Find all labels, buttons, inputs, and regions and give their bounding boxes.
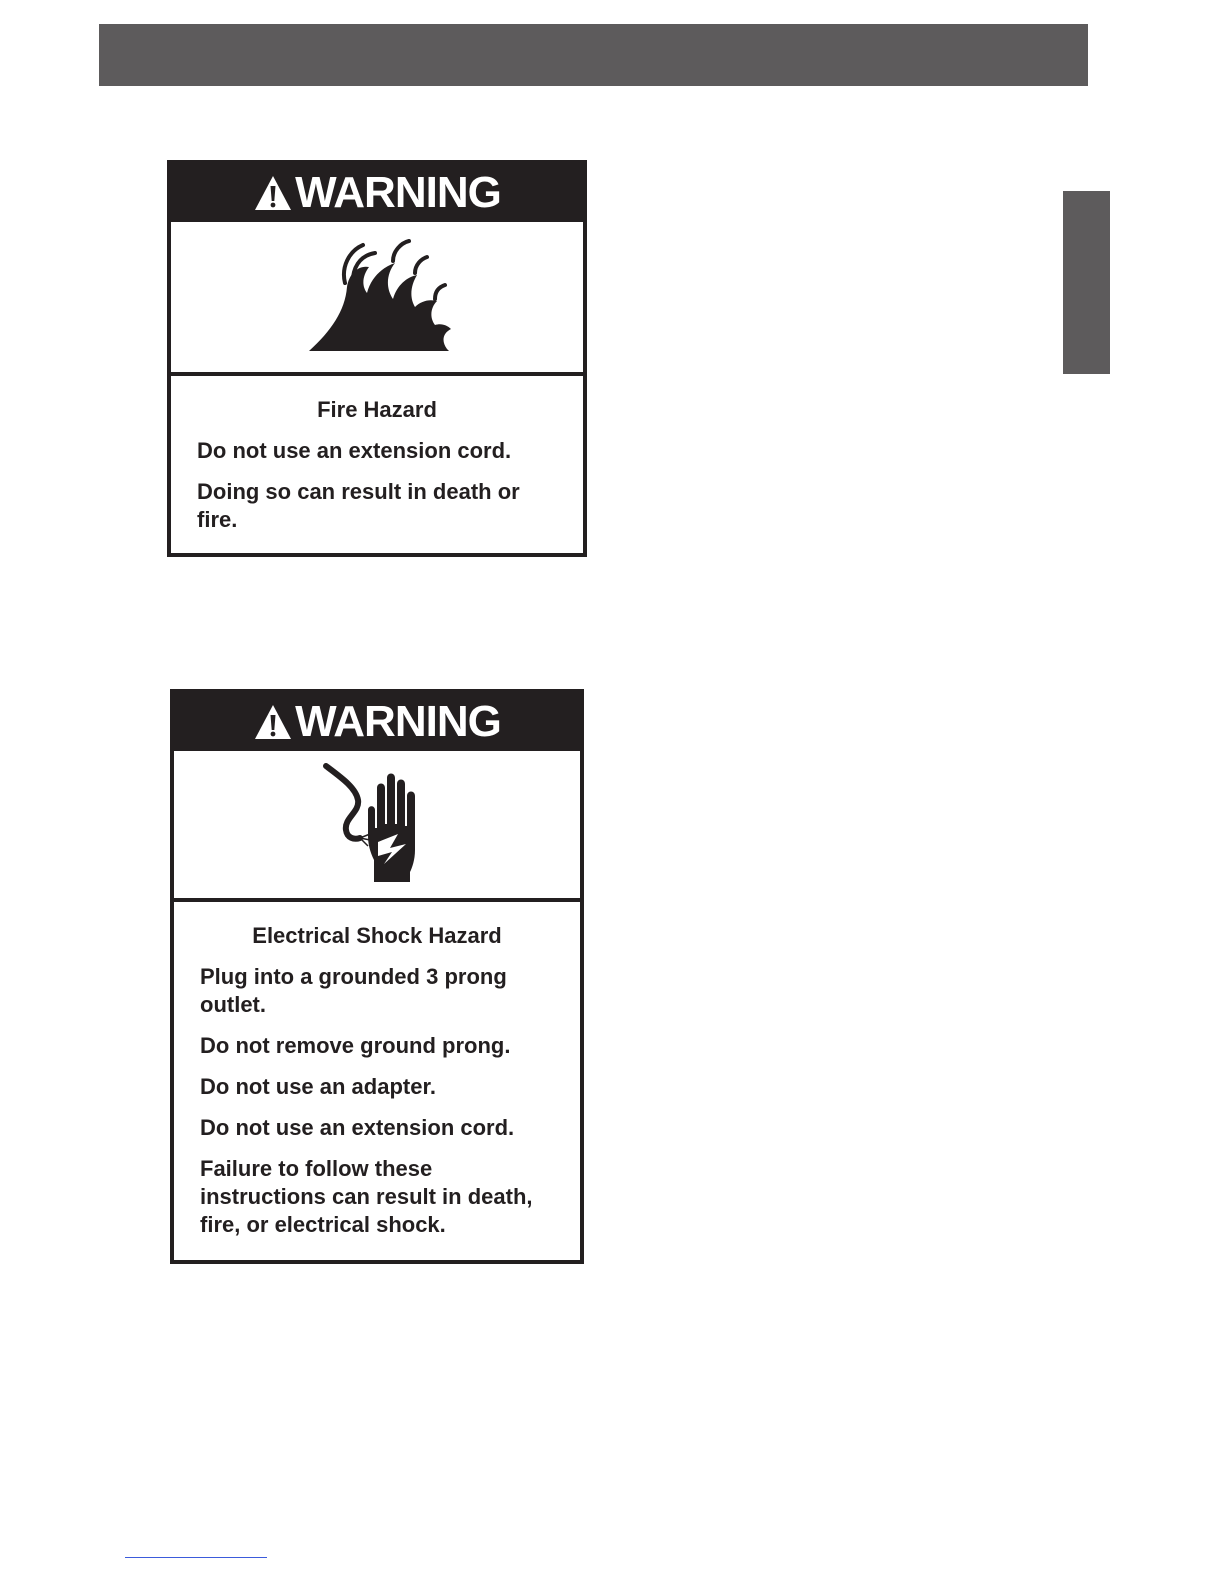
hazard-line: Do not use an extension cord.	[200, 1114, 515, 1140]
hazard-line: Plug into a grounded 3 prong outlet.	[200, 963, 507, 1017]
fire-warning-box	[167, 160, 587, 557]
signal-word: WARNING	[295, 168, 501, 217]
warning-header	[174, 693, 580, 751]
message-area	[174, 902, 580, 1239]
exclamation-triangle-icon	[253, 174, 293, 212]
electrical-shock-icon	[312, 760, 442, 890]
hazard-title: Fire Hazard	[317, 397, 437, 422]
exclamation-triangle-icon	[253, 703, 293, 741]
hazard-line: Failure to follow these instructions can result in death, fire, or electrical shock.	[200, 1155, 533, 1237]
section-tab	[1063, 191, 1110, 374]
pictogram-area	[171, 222, 583, 376]
hazard-line: Do not use an adapter.	[200, 1073, 436, 1099]
warning-header	[171, 164, 583, 222]
hazard-line: Doing so can result in death or fire.	[197, 478, 520, 532]
footer-rule	[125, 1557, 267, 1558]
shock-warning-box	[170, 689, 584, 1264]
message-area	[171, 376, 583, 534]
pictogram-area	[174, 751, 580, 902]
signal-word: WARNING	[295, 697, 501, 746]
hazard-title: Electrical Shock Hazard	[252, 923, 502, 948]
fire-icon	[297, 237, 457, 357]
header-bar	[99, 24, 1088, 86]
hazard-line: Do not remove ground prong.	[200, 1032, 511, 1058]
hazard-line: Do not use an extension cord.	[197, 437, 512, 463]
